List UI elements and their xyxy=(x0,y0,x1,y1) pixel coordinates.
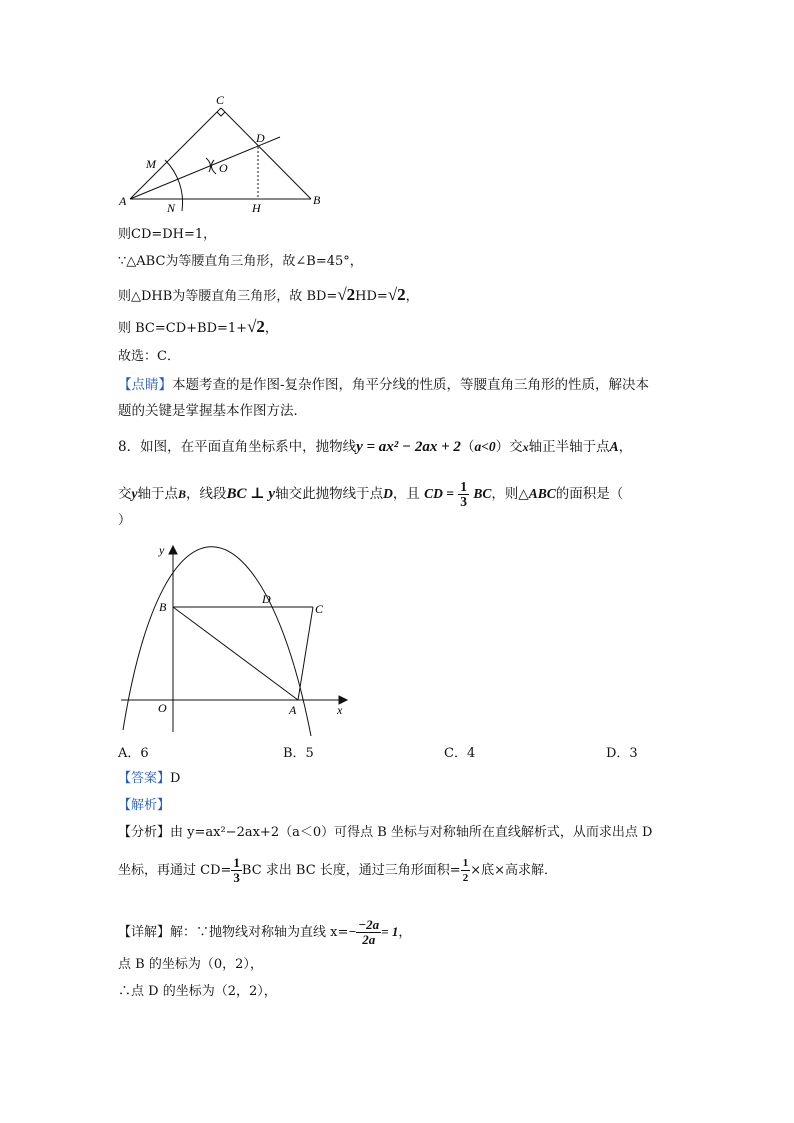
q8-text-6: ，线段 xyxy=(186,486,227,502)
line-bc-value xyxy=(118,318,278,338)
neg-sign: − xyxy=(348,924,357,939)
q8-text-4: 交 xyxy=(118,486,132,502)
frac-num: 1 xyxy=(233,855,240,870)
option-c: C．4 xyxy=(444,746,476,761)
fenxi-line-1 xyxy=(118,824,652,842)
triangle-abc: △ABC xyxy=(518,486,556,501)
q8-text-7: 轴交此抛物线于点 xyxy=(275,486,384,502)
sqrt-two: √2 xyxy=(247,317,265,336)
q8-line-2 xyxy=(118,480,623,509)
line-choose-c: 故选：C． xyxy=(118,349,180,364)
y-axis-arrow xyxy=(169,546,177,554)
var-y: y xyxy=(131,486,138,501)
bc-text: 则 BC=CD+BD=1+ xyxy=(118,321,248,336)
cond-a: a<0 xyxy=(474,439,496,454)
point-b: B xyxy=(178,487,187,501)
side-ac xyxy=(130,108,221,199)
option-d: D．3 xyxy=(606,746,638,761)
label-y: y xyxy=(159,543,165,557)
fenxi-text-2: 坐标，再通过 CD= xyxy=(118,863,232,878)
label-b: B xyxy=(313,193,321,207)
fraction-one-third xyxy=(458,480,469,509)
q8-text-8: ，且 xyxy=(392,486,420,502)
arc-mark-2 xyxy=(211,160,216,174)
label-a: A xyxy=(119,194,127,208)
fenxi-line-2 xyxy=(118,856,557,885)
dhb-text: 则△DHB为等腰直角三角形，故 BD= xyxy=(118,289,338,304)
fenxi-text-3: BC 求出 BC 长度，通过三角形面积= xyxy=(241,863,461,878)
parabola-curve xyxy=(123,547,311,736)
detail-tag: 【详解】 xyxy=(118,925,171,940)
bc-label: BC xyxy=(473,486,492,501)
analysis-tag: 【解析】 xyxy=(118,798,171,813)
q8-text-3: ， xyxy=(618,439,633,455)
side-cb xyxy=(221,108,311,199)
axis-den: 2a xyxy=(362,932,376,947)
comment-line-1 xyxy=(118,376,649,394)
label-d: D xyxy=(262,592,271,606)
cond-open: （ xyxy=(460,439,475,455)
cond-close: ）交 xyxy=(495,439,523,455)
q8-text-2: 轴正半轴于点 xyxy=(528,439,610,455)
label-c: C xyxy=(216,93,225,107)
option-a: A．6 xyxy=(118,746,149,761)
label-o: O xyxy=(219,161,228,175)
label-h: H xyxy=(252,201,261,215)
line-isosceles-abc: ∵△ABC为等腰直角三角形，故∠B=45°， xyxy=(118,254,363,269)
sqrt-two: √2 xyxy=(337,285,356,304)
label-m: M xyxy=(146,157,156,171)
fraction-one-half xyxy=(461,856,471,885)
q8-text-10: 的面积是（ xyxy=(555,486,624,502)
half-den: 2 xyxy=(462,872,469,884)
q8-line-3: ） xyxy=(118,513,132,528)
hd-text: HD= xyxy=(355,289,388,304)
point-d: D xyxy=(383,486,393,501)
detail-text-1: 解：∵抛物线对称轴为直线 x= xyxy=(170,925,349,940)
label-x: x xyxy=(337,703,343,717)
right-angle-mark xyxy=(217,112,225,116)
q8-text-1: 8．如图，在平面直角坐标系中，抛物线 xyxy=(118,439,357,455)
arc-mark-1 xyxy=(206,158,210,172)
frac-num: 1 xyxy=(460,479,468,494)
axis-eq: = 1 xyxy=(381,924,399,939)
answer-tag: 【答案】 xyxy=(118,771,171,786)
line-isosceles-dhb xyxy=(118,286,419,306)
segment-ba xyxy=(173,607,298,700)
label-b: B xyxy=(159,600,167,614)
comment-line-2: 题的关键是掌握基本作图方法． xyxy=(118,403,307,419)
q8-text-5: 轴于点 xyxy=(137,486,178,502)
bc-perp-y: BC ⊥ y xyxy=(226,486,276,502)
fraction-one-third xyxy=(231,856,242,885)
comment-tag: 【点睛】 xyxy=(118,377,172,393)
detail-line-2: 点 B 的坐标为（0，2）， xyxy=(118,957,263,972)
answer-line xyxy=(118,770,180,788)
segment-ca xyxy=(298,607,313,700)
comma: ， xyxy=(405,289,419,304)
label-c: C xyxy=(315,602,324,616)
fenxi-tag: 【分析】 xyxy=(118,825,171,840)
frac-den: 3 xyxy=(460,494,468,509)
q8-text-9: ，则 xyxy=(491,486,519,502)
figure-triangle-construction xyxy=(110,90,340,220)
frac-den: 3 xyxy=(233,870,240,885)
var-x: x xyxy=(522,440,529,454)
detail-line-3: ∴点 D 的坐标为（2，2）， xyxy=(118,984,277,999)
label-o: O xyxy=(158,701,167,715)
comment-text-1: 本题考查的是作图-复杂作图，角平分线的性质，等腰直角三角形的性质，解决本 xyxy=(172,377,650,393)
detail-comma: ， xyxy=(398,925,412,940)
sqrt-two: √2 xyxy=(387,285,406,304)
label-n: N xyxy=(167,201,176,215)
label-d: D xyxy=(256,131,265,145)
q8-line-1 xyxy=(118,438,632,456)
label-a: A xyxy=(289,703,297,717)
fenxi-text-4: ×底×高求解． xyxy=(470,863,557,878)
comma: ， xyxy=(264,321,278,336)
detail-line-1 xyxy=(118,918,411,947)
point-a: A xyxy=(609,439,619,454)
half-num: 1 xyxy=(462,857,469,869)
axis-num: −2a xyxy=(358,917,380,932)
fenxi-text-1: 由 y=ax²−2ax+2（a＜0）可得点 B 坐标与对称轴所在直线解析式，从而求出点 D xyxy=(170,825,653,840)
answer-value: D xyxy=(170,771,181,786)
parabola-formula: y = ax² − 2ax + 2 xyxy=(356,439,461,455)
option-b: B．5 xyxy=(283,746,314,761)
cd-eq: CD = xyxy=(424,486,454,501)
line-cd-dh: 则CD=DH=1， xyxy=(118,227,217,242)
figure-parabola xyxy=(115,540,360,740)
analysis-line xyxy=(118,797,170,815)
fraction-axis xyxy=(356,918,381,947)
